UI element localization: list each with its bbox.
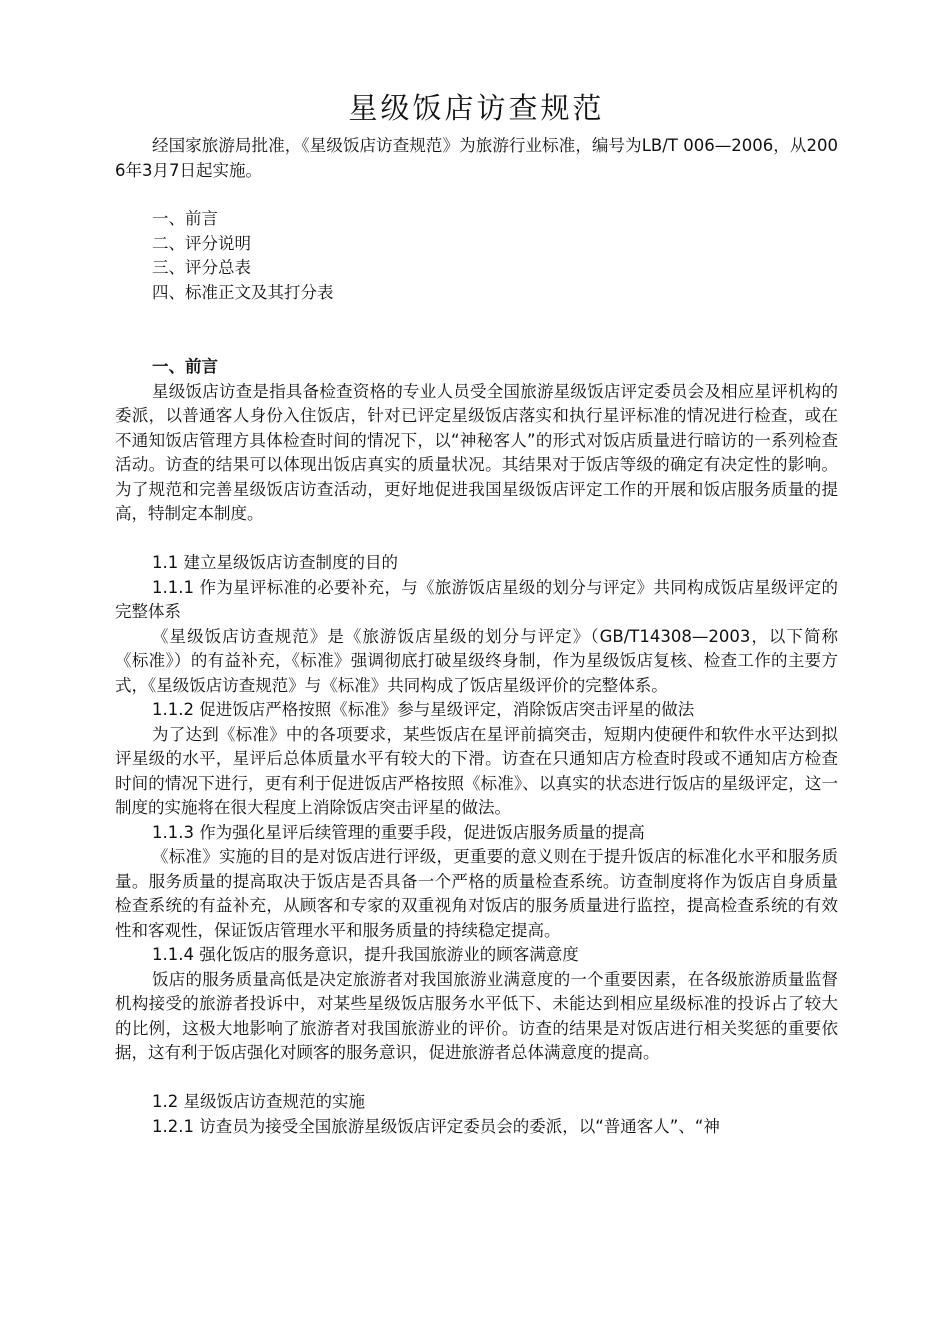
item-heading-1-1-2: 1.1.2 促进饭店严格按照《标准》参与星级评定，消除饭店突击评星的做法 — [152, 700, 695, 719]
item-body-1-1-1: 《星级饭店访查规范》是《旅游饭店星级的划分与评定》（GB/T14308—2003，以下简称《标准》）的有益补充，《标准》强调彻底打破星级终身制，作为星级饭店复核、检查工作的主要方式，《星级饭店访查规范》与《标准》共同构成了饭店星级评价的完整体系。 — [115, 626, 838, 695]
subsection-heading-1-2: 1.2 星级饭店访查规范的实施 — [152, 1092, 365, 1111]
item-body-1-1-3: 《标准》实施的目的是对饭店进行评级，更重要的意义则在于提升饭店的标准化水平和服务质量。服务质量的提高取决于饭店是否具备一个严格的质量检查系统。访查制度将作为饭店自身质量检查系统的有益补充，从顾客和专家的双重视角对饭店的服务质量进行监控，提高检查系统的有效性和客观性，保证饭店管理水平和服务质量的持续稳定提高。 — [115, 847, 838, 940]
item-heading-1-2-1: 1.2.1 访查员为接受全国旅游星级饭店评定委员会的委派，以“普通客人”、“神 — [152, 1116, 720, 1136]
toc-item: 二、评分说明 — [152, 233, 251, 253]
item-body-1-1-2: 为了达到《标准》中的各项要求，某些饭店在星评前搞突击，短期内使硬件和软件水平达到拟评星级的水平，星评后总体质量水平有较大的下滑。访查在只通知店方检查时段或不通知店方检查时间的情况下进行，更有利于促进饭店严格按照《标准》、以真实的状态进行饭店的星级评定，这一制度的实施将在很大程度上消除饭店突击评星的做法。 — [115, 724, 838, 817]
toc-item: 四、标准正文及其打分表 — [152, 282, 334, 302]
intro-paragraph: 经国家旅游局批准，《星级饭店访查规范》为旅游行业标准，编号为LB/T 006—2006，从2006年3月7日起实施。 — [115, 136, 838, 180]
item-heading-1-1-4: 1.1.4 强化饭店的服务意识，提升我国旅游业的顾客满意度 — [152, 945, 579, 964]
subsection-heading-1-1: 1.1 建立星级饭店访查制度的目的 — [152, 553, 398, 572]
preface-paragraph: 星级饭店访查是指具备检查资格的专业人员受全国旅游星级饭店评定委员会及相应星评机构的委派，以普通客人身份入住饭店，针对已评定星级饭店落实和执行星评标准的情况进行检查，或在不通知饭店管理方具体检查时间的情况下，以“神秘客人”的形式对饭店质量进行暗访的一系列检查活动。访查的结果可以体现出饭店真实的质量状况。其结果对于饭店等级的确定有决定性的影响。为了规范和完善星级饭店访查活动，更好地促进我国星级饭店评定工作的开展和饭店服务质量的提高，特制定本制度。 — [115, 381, 838, 523]
toc-item: 三、评分总表 — [152, 258, 251, 277]
item-heading-1-1-1: 1.1.1 作为星评标准的必要补充，与《旅游饭店星级的划分与评定》共同构成饭店星级评定的完整体系 — [115, 577, 838, 621]
item-heading-1-1-3: 1.1.3 作为强化星评后续管理的重要手段，促进饭店服务质量的提高 — [152, 822, 645, 842]
toc-item: 一、前言 — [152, 209, 218, 228]
item-body-1-1-4: 饭店的服务质量高低是决定旅游者对我国旅游业满意度的一个重要因素，在各级旅游质量监督机构接受的旅游者投诉中，对某些星级饭店服务水平低下、未能达到相应星级标准的投诉占了较大的比例，这极大地影响了旅游者对我国旅游业的评价。访查的结果是对饭店进行相关奖惩的重要依据，这有利于饭店强化对顾客的服务意识，促进旅游者总体满意度的提高。 — [115, 969, 838, 1062]
table-of-contents — [115, 207, 838, 305]
section-heading-preface: 一、前言 — [152, 357, 218, 376]
document-title: 星级饭店访查规范 — [348, 91, 605, 125]
